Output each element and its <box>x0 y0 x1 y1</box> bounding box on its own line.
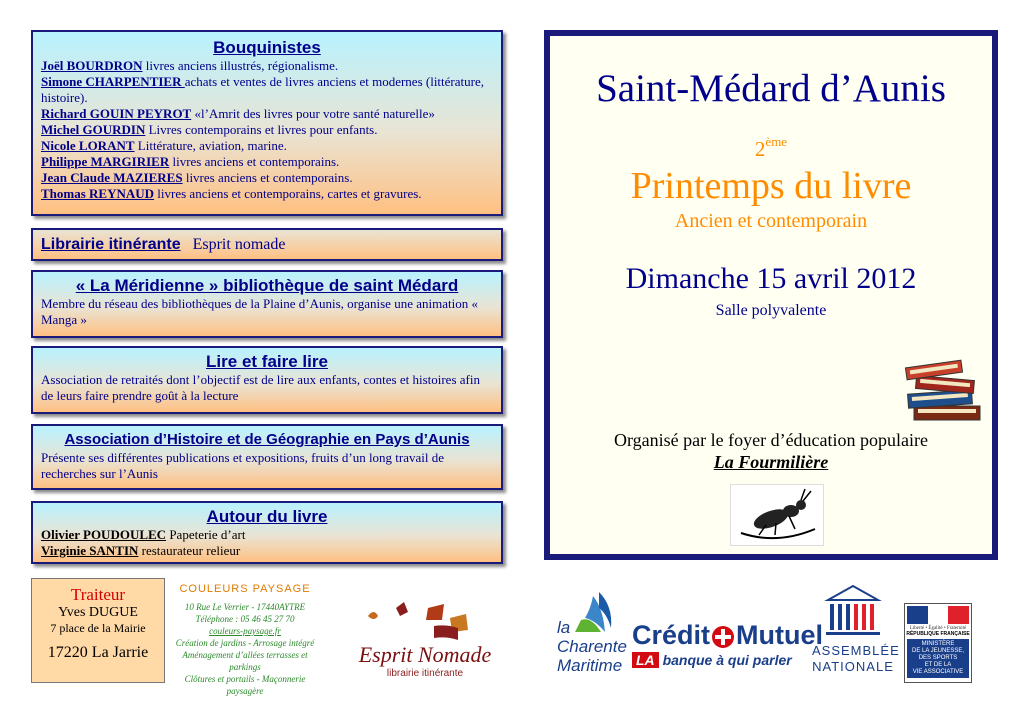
event-subtitle: Ancien et contemporain <box>674 210 868 232</box>
cross-icon <box>712 626 734 648</box>
histoire-title: Association d’Histoire et de Géographie en Pays d’Aunis <box>64 431 470 448</box>
charente-line: Charente <box>557 637 627 656</box>
charente-maritime-logo <box>555 588 630 683</box>
charente-line: Maritime <box>557 656 623 675</box>
ministere-motto: Liberté • Égalité • Fraternité <box>909 626 967 631</box>
artisan-desc: Papeterie d’art <box>166 527 246 542</box>
artisan-name: Virginie SANTIN <box>41 543 139 558</box>
assemblee-line: NATIONALE <box>812 659 894 674</box>
charente-line: la <box>557 618 571 637</box>
ministere-line: DES SPORTS <box>918 655 958 661</box>
credit-mutuel-logo <box>632 620 824 680</box>
dealer-name: Thomas REYNAUD <box>41 186 155 201</box>
credit-la: LA <box>632 652 659 668</box>
ministere-logo <box>904 603 972 683</box>
couleurs-line: Aménagement d’allées terrasses et parkings <box>182 650 308 672</box>
list-item <box>41 154 493 170</box>
dealer-desc: Littérature, aviation, marine. <box>134 138 287 153</box>
list-item <box>41 543 493 559</box>
meridienne-text: Membre du réseau des bibliothèques de la Plaine d’Aunis, organise une animation « Manga » <box>41 296 478 327</box>
esprit-nomade-logo <box>350 596 500 686</box>
list-item <box>41 58 493 74</box>
librairie-title: Librairie itinérante <box>41 236 181 253</box>
town-title: Saint-Médard d’Aunis <box>596 67 946 110</box>
bouquinistes-list <box>33 58 501 202</box>
couleurs-line: Création de jardins - Arrosage intégré <box>175 638 315 648</box>
ministere-line: DE LA JEUNESSE, <box>911 648 965 654</box>
credit-word-1: Crédit <box>632 620 711 650</box>
credit-slogan: banque à qui parler <box>662 652 792 668</box>
dealer-name: Joël BOURDRON <box>41 58 143 73</box>
edition-number: 2ème <box>754 134 788 161</box>
esprit-title: Esprit Nomade <box>358 642 492 667</box>
traiteur-name: Yves DUGUE <box>58 605 138 620</box>
dealer-desc: livres anciens illustrés, régionalisme. <box>142 58 339 73</box>
assembly-building-icon <box>818 582 888 638</box>
librairie-box <box>31 228 503 261</box>
lire-box <box>31 346 503 414</box>
autour-box <box>31 501 503 564</box>
couleurs-address: 10 Rue Le Verrier - 17440AYTRE <box>184 602 306 612</box>
dealer-name: Jean Claude MAZIERES <box>41 170 183 185</box>
traiteur-city: 17220 La Jarrie <box>47 644 149 661</box>
assemblee-line: ASSEMBLÉE <box>812 643 900 658</box>
couleurs-paysage-ad <box>170 583 320 697</box>
event-poster <box>544 30 998 560</box>
lire-title: Lire et faire lire <box>206 352 328 371</box>
ant-logo <box>730 484 824 546</box>
meridienne-box <box>31 270 503 338</box>
dealer-name: Richard GOUIN PEYROT <box>41 106 192 121</box>
list-item <box>41 122 493 138</box>
list-item <box>41 74 493 106</box>
organizer-name: La Fourmilière <box>713 452 829 472</box>
histoire-box <box>31 424 503 490</box>
dealer-desc: livres anciens et contemporains, cartes et gravures. <box>154 186 422 201</box>
dealer-desc: livres anciens et contemporains. <box>169 154 340 169</box>
librairie-name: Esprit nomade <box>192 236 286 253</box>
histoire-text: Présente ses différentes publications et expositions, fruits d’un long travail de recherches sur l’Aunis <box>41 450 445 481</box>
list-item <box>41 170 493 186</box>
couleurs-title: COULEURS PAYSAGE <box>179 583 311 595</box>
artisan-name: Olivier POUDOULEC <box>41 527 167 542</box>
dealer-name: Simone CHARPENTIER <box>41 74 185 89</box>
couleurs-email[interactable]: couleurs-paysage.fr <box>209 626 281 636</box>
assemblee-nationale-logo <box>812 582 900 682</box>
ministere-line: VIE ASSOCIATIVE <box>912 669 964 675</box>
list-item <box>41 106 493 122</box>
list-item <box>41 527 493 543</box>
couleurs-line: Clôtures et portails - Maçonnerie paysagère <box>184 674 306 696</box>
dealer-desc: Livres contemporains et livres pour enfants. <box>145 122 378 137</box>
ministere-line: MINISTÈRE <box>921 641 955 647</box>
artisan-desc: restaurateur relieur <box>138 543 241 558</box>
event-venue: Salle polyvalente <box>715 302 827 319</box>
credit-word-2: Mutuel <box>736 620 824 650</box>
dealer-name: Nicole LORANT <box>41 138 135 153</box>
meridienne-title: « La Méridienne » bibliothèque de saint Médard <box>75 276 459 295</box>
list-item <box>41 186 493 202</box>
traiteur-title: Traiteur <box>70 585 126 604</box>
dealer-name: Philippe MARGIRIER <box>41 154 170 169</box>
autour-title: Autour du livre <box>206 507 328 526</box>
esprit-sub: librairie itinérante <box>386 668 464 679</box>
organizer-line: Organisé par le foyer d’éducation populaire <box>613 430 929 450</box>
ministere-line: ET DE LA <box>924 662 952 668</box>
bouquinistes-box <box>31 30 503 216</box>
traiteur-box <box>31 578 165 683</box>
ministere-rep: RÉPUBLIQUE FRANÇAISE <box>906 631 970 637</box>
event-date: Dimanche 15 avril 2012 <box>625 262 917 295</box>
dealer-desc: achats et ventes de livres anciens et modernes (littérature, histoire). <box>41 74 484 105</box>
dealer-desc: livres anciens et contemporains. <box>182 170 353 185</box>
couleurs-phone: Téléphone : 05 46 45 27 70 <box>195 614 295 624</box>
books-icon <box>900 356 990 426</box>
lire-text: Association de retraités dont l’objectif est de lire aux enfants, contes et histoires afin de leurs faire prendre goût à la lecture <box>41 372 480 403</box>
bouquinistes-title: Bouquinistes <box>213 38 321 57</box>
traiteur-address: 7 place de la Mairie <box>50 621 146 635</box>
event-title: Printemps du livre <box>630 165 912 207</box>
list-item <box>41 138 493 154</box>
dealer-desc: «l’Amrit des livres pour votre santé naturelle» <box>191 106 435 121</box>
dealer-name: Michel GOURDIN <box>41 122 146 137</box>
